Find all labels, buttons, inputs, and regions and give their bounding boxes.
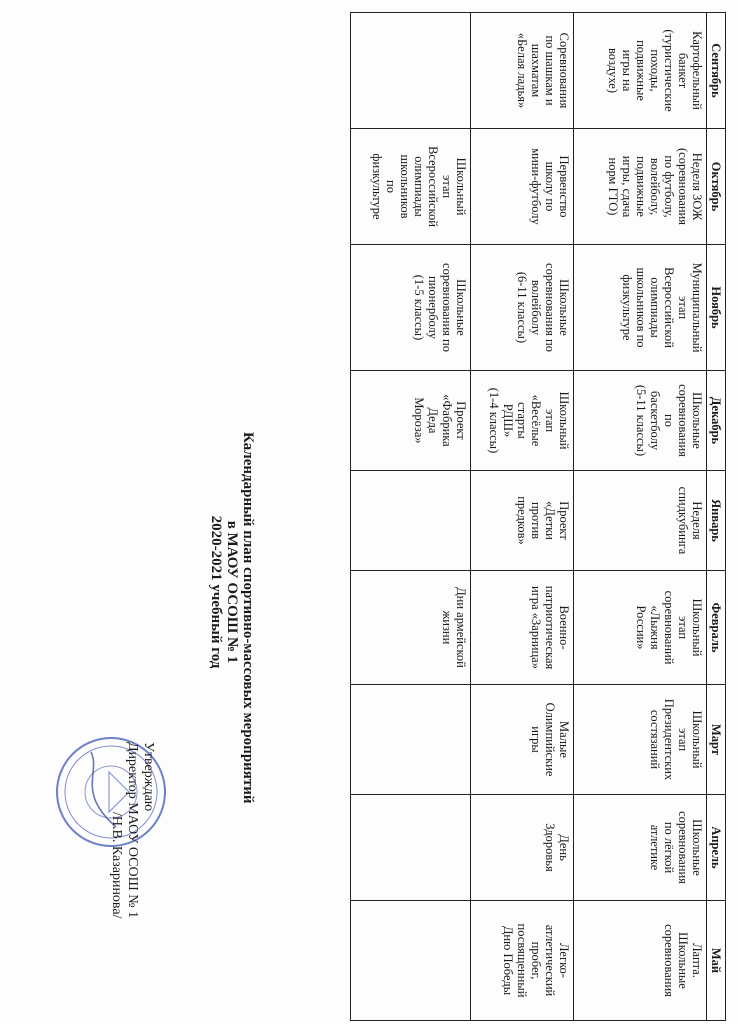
table-row [574, 13, 707, 1021]
table-cell [574, 795, 707, 901]
table-cell [351, 245, 471, 371]
table-cell [574, 901, 707, 1021]
table-cell [574, 245, 707, 371]
table-cell [471, 129, 574, 245]
cell-text: Лапта. Школьные соревнования [662, 924, 704, 997]
cell-text: Школьный этап Всероссийской олимпиады школьников по физкультуре [370, 146, 468, 227]
cell-text: Легко- атлетический пробег, посвященный Дню Победы [501, 923, 571, 998]
cell-text: Неделя спидкубинга [676, 486, 704, 555]
cell-text: Школьные соревнования по баскетболу (5-11 классы) [634, 384, 704, 457]
document-title [208, 432, 256, 804]
header-row [707, 13, 726, 1021]
cell-text: Школьные соревнования по волейболу (6-11 классы) [515, 263, 571, 352]
table-cell [574, 685, 707, 795]
table-cell [471, 571, 574, 685]
table-cell [351, 685, 471, 795]
cell-text: Школьный этап «Весёлые старты РДШ» (1-4 классы) [487, 387, 571, 454]
header-april: Апрель [707, 795, 726, 901]
cell-text: Первенство школу по мини-футболу [529, 148, 571, 225]
cell-text: Школьный этап соревнований «Лыжня России» [634, 590, 704, 665]
header-september: Сентябрь [707, 13, 726, 129]
approval-line: Утверждаю [141, 742, 156, 812]
cell-text: Неделя ЗОЖ (соревнования по футболу, волейболу, подвижные игры, сдача норм ГТО) [606, 147, 704, 225]
table-cell [351, 13, 471, 129]
table-cell [351, 901, 471, 1021]
table-cell [351, 471, 471, 571]
table-cell [351, 371, 471, 471]
cell-text: Малые Олимпийские игры [529, 702, 571, 777]
table-cell [351, 129, 471, 245]
title-line: Календарный план спортивно-массовых мероприятий [240, 432, 256, 804]
header-october: Октябрь [707, 129, 726, 245]
cell-text: Картофельный банкет (туристические походы, подвижные игры на воздухе) [606, 29, 704, 112]
table-cell [471, 471, 574, 571]
events-table [350, 12, 726, 1021]
rotated-sheet [2, 12, 726, 1020]
header-december: Декабрь [707, 371, 726, 471]
cell-text: Муниципальный этап Всероссийской олимпиады школьников по физкультуре [620, 262, 704, 353]
table-cell [471, 685, 574, 795]
approval-block [108, 742, 156, 982]
table-cell [574, 13, 707, 129]
table-cell [471, 795, 574, 901]
approval-line: /Н.В. Казаринова/ [109, 812, 124, 919]
cell-text: Школьные соревнования по пионерболу (1-5 классы) [412, 263, 468, 352]
header-november: Ноябрь [707, 245, 726, 371]
header-january: Январь [707, 471, 726, 571]
table-row [351, 13, 471, 1021]
cell-text: Дни армейской жизни [440, 587, 468, 668]
table-cell [471, 245, 574, 371]
header-march: Март [707, 685, 726, 795]
table-cell [574, 129, 707, 245]
table-cell [351, 795, 471, 901]
table-row [471, 13, 574, 1021]
table-cell [471, 13, 574, 129]
table-cell [574, 571, 707, 685]
cell-text: Соревнования по шашкам и шахматам «Белая ладья» [515, 32, 571, 109]
header-may: Май [707, 901, 726, 1021]
cell-text: Школьные соревнования по лёгкой атлетике [648, 811, 704, 884]
title-line: в МАОУ ОСОШ № 1 [224, 520, 240, 664]
cell-text: Проект «Детки против предков» [515, 496, 571, 545]
title-line: 2020-2021 учебный год [208, 515, 224, 669]
cell-text: День Здоровья [543, 823, 571, 872]
cell-text: Военно- патриотическая игра «Зарница» [529, 585, 571, 670]
table-cell [574, 371, 707, 471]
cell-text: Проект «Фабрика Деда Мороза» [412, 394, 468, 447]
cell-text: Школьный этап Президентских состязаний [648, 698, 704, 781]
table-cell [574, 471, 707, 571]
table-cell [351, 571, 471, 685]
table-cell [471, 371, 574, 471]
header-february: Февраль [707, 571, 726, 685]
approval-line: Директор МАОУ ОСОШ № 1 [125, 742, 140, 919]
table-cell [471, 901, 574, 1021]
